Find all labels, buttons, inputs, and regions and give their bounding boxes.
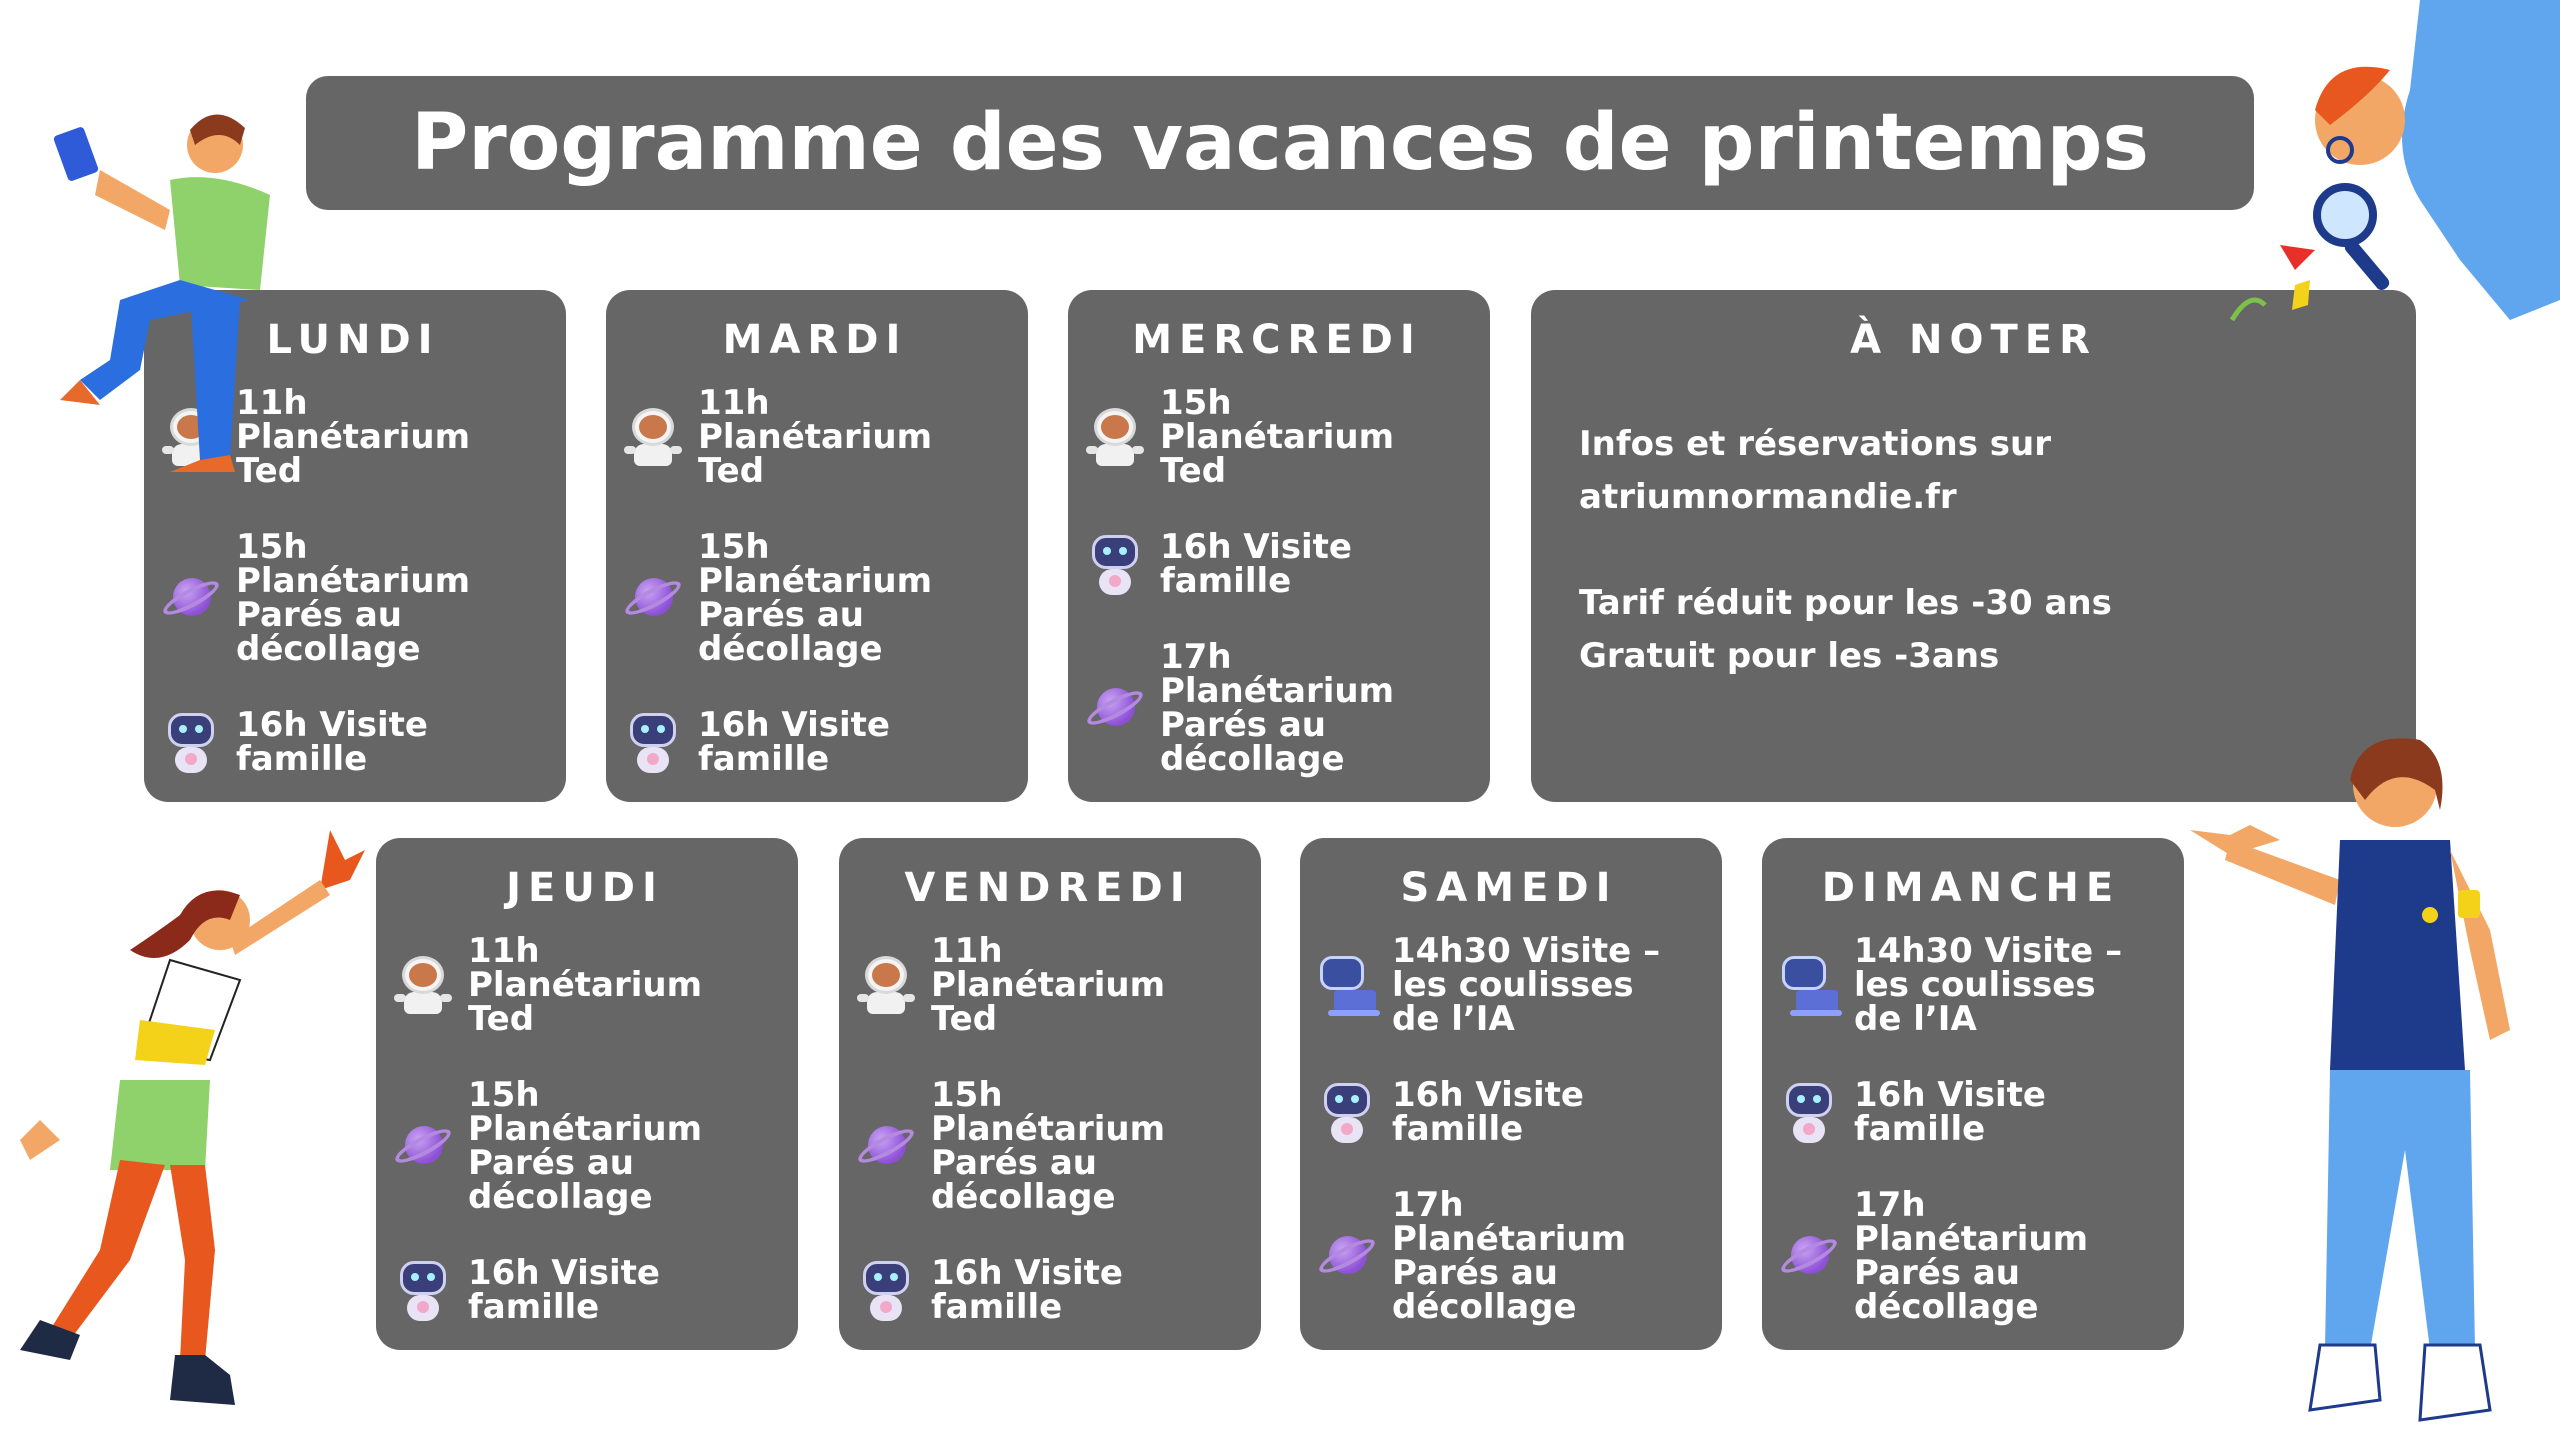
notes-card <box>1531 290 2416 802</box>
day-card-samedi <box>1300 838 1722 1350</box>
event-text: 15h Planétarium Parés au décollage <box>931 1075 1166 1217</box>
day-title: SAMEDI <box>1400 865 1618 911</box>
event-text: 16h Visite famille <box>698 705 890 779</box>
robot-laptop-icon <box>1776 952 1842 1018</box>
event-item <box>390 1253 780 1327</box>
astronaut-bear-icon <box>620 404 686 470</box>
event-text: 16h Visite famille <box>1160 527 1352 601</box>
day-title: DIMANCHE <box>1821 865 2121 911</box>
robot-icon <box>1314 1079 1380 1145</box>
day-card-jeudi <box>376 838 798 1350</box>
event-text: 11h Planétarium Ted <box>236 383 471 491</box>
event-item <box>158 705 548 779</box>
event-text: 17h Planétarium Parés au décollage <box>1392 1185 1627 1327</box>
notes-free-price: Gratuit pour les -3ans <box>1579 636 2000 676</box>
person-waving-illustration <box>0 820 380 1440</box>
event-item <box>620 705 1010 779</box>
page-title: Programme des vacances de printemps <box>411 98 2149 188</box>
event-item <box>1314 1185 1704 1327</box>
planet-icon <box>853 1113 919 1179</box>
robot-icon <box>1082 531 1148 597</box>
event-item <box>1776 1185 2166 1327</box>
event-item <box>620 383 1010 491</box>
event-text: 15h Planétarium Parés au décollage <box>698 527 933 669</box>
day-card-vendredi <box>839 838 1261 1350</box>
person-sitting-with-tablet-illustration <box>40 100 300 480</box>
notes-info-line: Infos et réservations sur <box>1579 424 2051 464</box>
event-text: 11h Planétarium Ted <box>468 931 703 1039</box>
title-banner <box>306 76 2254 210</box>
robot-icon <box>158 709 224 775</box>
day-card-mercredi <box>1068 290 1490 802</box>
event-item <box>1776 931 2166 1039</box>
robot-icon <box>1776 1079 1842 1145</box>
event-text: 15h Planétarium Ted <box>1160 383 1395 491</box>
event-text: 16h Visite famille <box>931 1253 1123 1327</box>
robot-laptop-icon <box>1314 952 1380 1018</box>
event-item <box>1082 527 1472 601</box>
event-item <box>390 931 780 1039</box>
event-item <box>1314 931 1704 1039</box>
day-card-dimanche <box>1762 838 2184 1350</box>
robot-icon <box>620 709 686 775</box>
event-text: 14h30 Visite – les coulisses de l’IA <box>1392 931 1661 1039</box>
event-text: 15h Planétarium Parés au décollage <box>236 527 471 669</box>
notes-spacer <box>1579 524 2368 577</box>
event-item <box>1314 1075 1704 1149</box>
event-item <box>1776 1075 2166 1149</box>
event-item <box>1082 383 1472 491</box>
event-text: 16h Visite famille <box>1392 1075 1584 1149</box>
planet-icon <box>1776 1223 1842 1289</box>
event-item <box>620 527 1010 669</box>
astronaut-bear-icon <box>853 952 919 1018</box>
event-text: 16h Visite famille <box>468 1253 660 1327</box>
event-item <box>1082 637 1472 779</box>
planet-icon <box>158 565 224 631</box>
day-title: JEUDI <box>506 865 664 911</box>
planet-icon <box>1082 675 1148 741</box>
person-with-magnifying-glass-illustration <box>2220 0 2560 340</box>
astronaut-bear-icon <box>1082 404 1148 470</box>
notes-website: atriumnormandie.fr <box>1579 477 1957 517</box>
robot-icon <box>853 1257 919 1323</box>
person-presenting-illustration <box>2190 730 2560 1440</box>
robot-icon <box>390 1257 456 1323</box>
day-title: VENDREDI <box>904 865 1192 911</box>
day-title: MERCREDI <box>1132 317 1422 363</box>
planet-icon <box>1314 1223 1380 1289</box>
planet-icon <box>620 565 686 631</box>
event-text: 14h30 Visite – les coulisses de l’IA <box>1854 931 2123 1039</box>
notes-reduced-price: Tarif réduit pour les -30 ans <box>1579 583 2112 623</box>
event-text: 16h Visite famille <box>236 705 428 779</box>
event-text: 11h Planétarium Ted <box>931 931 1166 1039</box>
astronaut-bear-icon <box>390 952 456 1018</box>
event-text: 17h Planétarium Parés au décollage <box>1160 637 1395 779</box>
event-item <box>853 1253 1243 1327</box>
event-item <box>853 931 1243 1039</box>
event-item <box>158 527 548 669</box>
event-item <box>853 1075 1243 1217</box>
day-title: LUNDI <box>266 317 440 363</box>
notes-title: À NOTER <box>1850 317 2097 363</box>
day-title: MARDI <box>722 317 908 363</box>
event-text: 17h Planétarium Parés au décollage <box>1854 1185 2089 1327</box>
event-item <box>390 1075 780 1217</box>
planet-icon <box>390 1113 456 1179</box>
event-text: 15h Planétarium Parés au décollage <box>468 1075 703 1217</box>
day-card-mardi <box>606 290 1028 802</box>
event-text: 16h Visite famille <box>1854 1075 2046 1149</box>
event-text: 11h Planétarium Ted <box>698 383 933 491</box>
